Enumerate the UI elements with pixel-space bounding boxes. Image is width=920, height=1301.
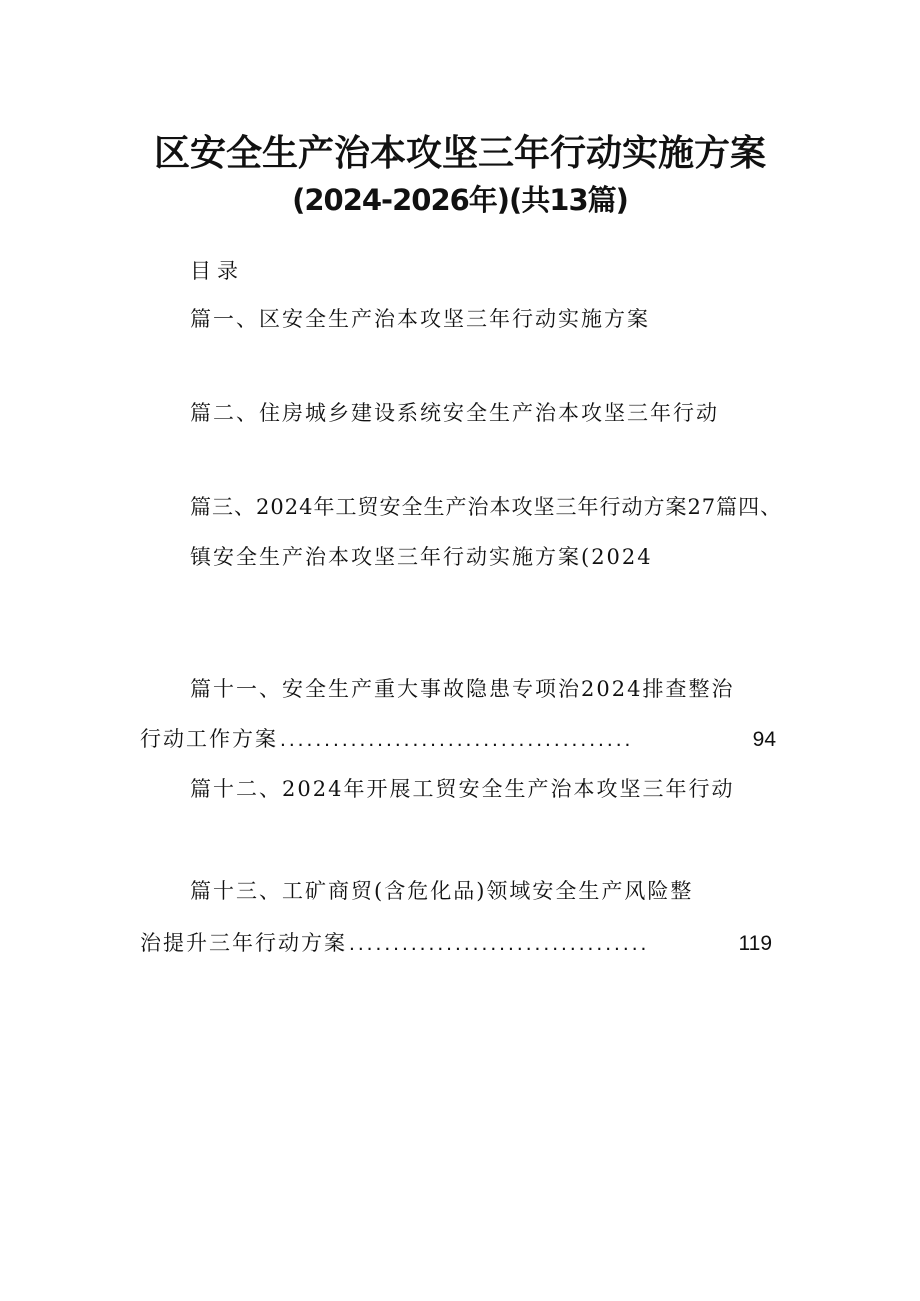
toc-entry-2: 篇二、住房城乡建设系统安全生产治本攻坚三年行动 bbox=[190, 401, 719, 425]
toc-entry-13-leader-line bbox=[140, 928, 772, 959]
toc-page-number: 94 bbox=[752, 728, 776, 751]
toc-entry-1: 篇一、区安全生产治本攻坚三年行动实施方案 bbox=[190, 307, 650, 331]
toc-heading: 目录 bbox=[190, 259, 244, 283]
toc-page-number: 119 bbox=[738, 932, 772, 955]
toc-entry-13-continuation: 治提升三年行动方案 bbox=[140, 931, 347, 955]
toc-entry-11-continuation: 行动工作方案 bbox=[140, 727, 278, 751]
toc-entry-12: 篇十二、2024年开展工贸安全生产治本攻坚三年行动 bbox=[190, 777, 735, 801]
dot-leader: .................................. bbox=[349, 932, 650, 955]
toc-entry-4: 镇安全生产治本攻坚三年行动实施方案(2024 bbox=[190, 545, 653, 569]
dot-leader: ........................................ bbox=[280, 728, 634, 751]
toc-entry-11-leader-line bbox=[140, 724, 776, 755]
document-title: 区安全生产治本攻坚三年行动实施方案 bbox=[153, 133, 766, 174]
toc-entry-11: 篇十一、安全生产重大事故隐患专项治2024排查整治 bbox=[190, 677, 735, 701]
document-subtitle: (2024-2026年)(共13篇) bbox=[292, 183, 628, 217]
toc-entry-13: 篇十三、工矿商贸(含危化品)领域安全生产风险整 bbox=[190, 879, 694, 903]
toc-entry-3: 篇三、2024年工贸安全生产治本攻坚三年行动方案27篇四、 bbox=[190, 495, 783, 519]
